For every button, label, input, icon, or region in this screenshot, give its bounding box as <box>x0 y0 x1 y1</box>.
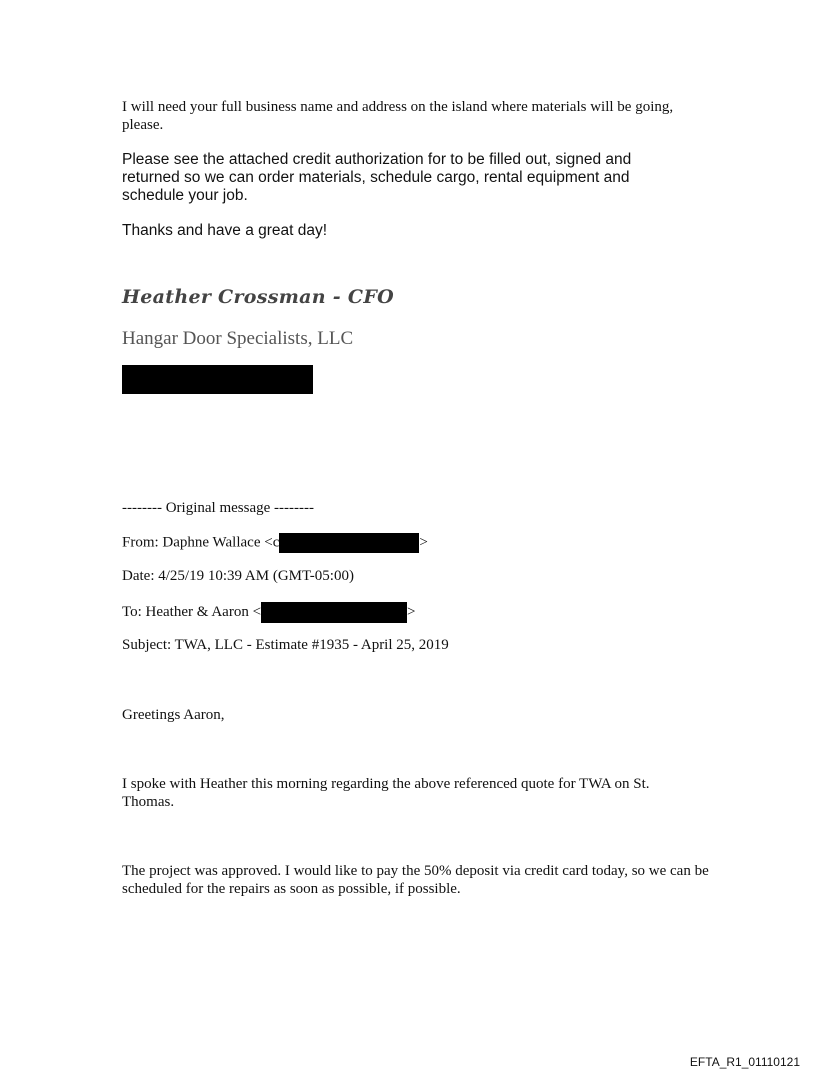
original-paragraph-1: I spoke with Heather this morning regarding the above referenced quote for TWA on St. Thomas. <box>122 776 650 810</box>
reply-paragraph-2: Please see the attached credit authorization for to be filled out, signed and returned so we can order materials, schedule cargo, rental equipment and schedule your job. <box>122 151 632 204</box>
original-to-line <box>122 602 722 623</box>
document-id: EFTA_R1_01110121 <box>689 1055 800 1069</box>
original-greeting: Greetings Aaron, <box>122 707 225 723</box>
signature-company: Hangar Door Specialists, LLC <box>122 328 354 349</box>
to-close: > <box>407 603 416 620</box>
reply-paragraph-1: I will need your full business name and address on the island where materials will be going, please. <box>122 99 674 133</box>
signature-name: Heather Crossman - CFO <box>122 286 394 308</box>
from-close: > <box>419 534 428 551</box>
original-from-line <box>122 533 722 553</box>
original-paragraph-2: The project was approved. I would like to pay the 50% deposit via credit card today, so we can be scheduled for the repairs as soon as possible, if possible. <box>122 863 709 897</box>
from-label: From: Daphne Wallace < <box>122 534 273 551</box>
reply-paragraph-3: Thanks and have a great day! <box>122 222 328 239</box>
redaction-block <box>122 365 313 394</box>
from-redaction <box>279 533 419 553</box>
to-redaction <box>261 602 407 623</box>
to-label: To: Heather & Aaron < <box>122 603 262 620</box>
original-date-line: Date: 4/25/19 10:39 AM (GMT-05:00) <box>122 568 354 584</box>
original-message-divider: -------- Original message -------- <box>122 500 314 516</box>
from-partial: c <box>272 534 280 551</box>
original-subject-line: Subject: TWA, LLC - Estimate #1935 - April 25, 2019 <box>122 637 449 653</box>
